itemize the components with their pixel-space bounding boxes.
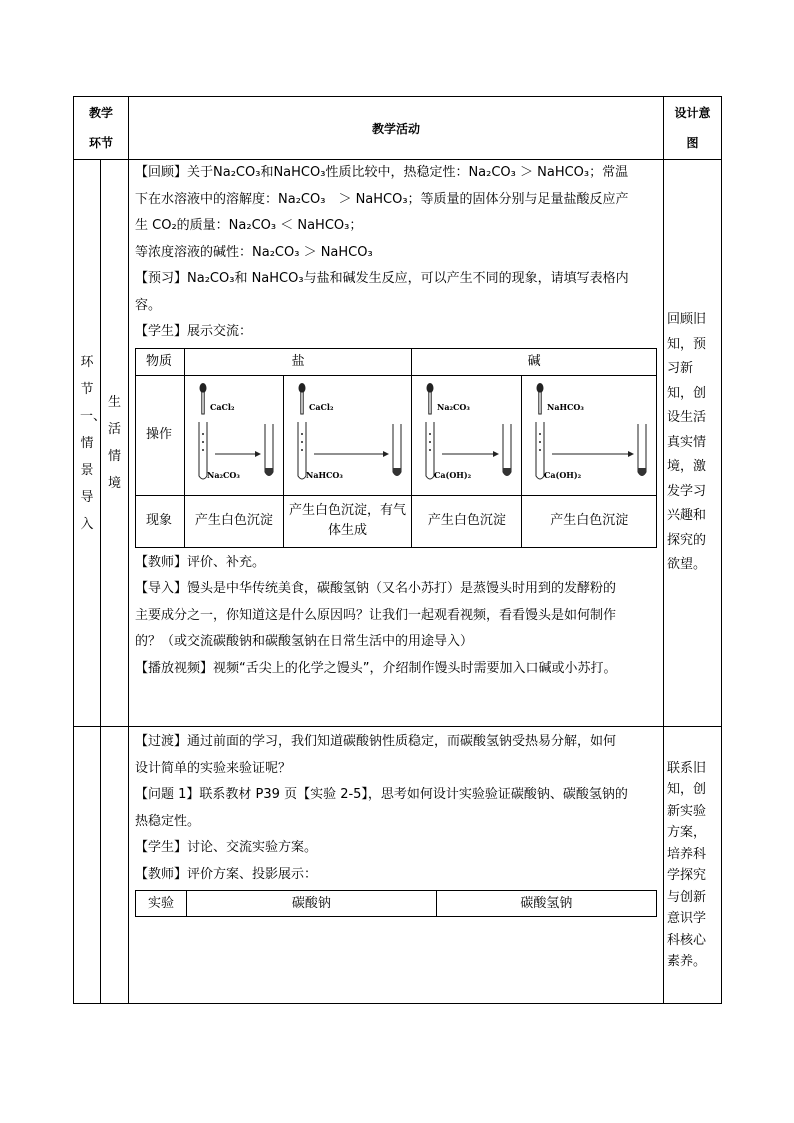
stage-label-empty: [74, 727, 101, 1004]
preview-line: 容。: [135, 297, 162, 313]
col-header-salt: 盐: [184, 348, 411, 375]
activity-content-1: [129, 160, 664, 727]
test-tube-icon: [503, 424, 511, 476]
row-header-phenomenon: 现象: [136, 495, 185, 547]
video-line: 【播放视频】视频“舌尖上的化学之馒头”，介绍制作馒头时需要加入口碱或小苏打。: [135, 660, 617, 676]
lesson-plan-table: [73, 96, 722, 1004]
exp-col-header: 碳酸钠: [186, 891, 436, 917]
student-line: 【学生】讨论、交流实验方案。: [135, 840, 318, 855]
tube-label: NaHCO₃: [305, 470, 343, 480]
test-tube-icon: [393, 424, 401, 476]
exp-col-header: 碳酸氢钠: [436, 891, 656, 917]
op-diagram-4: [522, 375, 657, 495]
question-line: 热稳定性。: [135, 813, 201, 829]
header-design: 设计意图: [664, 97, 722, 160]
header-stage: 教学环节: [74, 97, 129, 160]
dropper-label: NaHCO₃: [547, 402, 585, 412]
student-line: 【学生】展示交流：: [135, 324, 253, 339]
op-diagram-2: [283, 375, 411, 495]
col-header-base: 碱: [412, 348, 657, 375]
sub-stage-label-empty: [101, 727, 129, 1004]
phenomenon-cell: 产生白色沉淀: [412, 495, 522, 547]
dropper-label: CaCl₂: [209, 402, 235, 412]
question-line: 【问题 1】联系教材 P39 页【实验 2-5】，思考如何设计实验验证碳酸钠、碳酸氢钠的: [135, 787, 628, 802]
dropper-tube-icon: [429, 392, 431, 414]
intro-line: 【导入】馒头是中华传统美食，碳酸氢钠（又名小苏打）是蒸馒头时用到的发酵粉的: [135, 581, 617, 596]
dropper-label: CaCl₂: [308, 402, 334, 412]
op-diagram-1: [184, 375, 283, 495]
tube-label: Na₂CO₃: [206, 470, 240, 480]
lab-diagram: [412, 376, 521, 494]
transition-line: 【过渡】通过前面的学习，我们知道碳酸钠性质稳定，而碳酸氢钠受热易分解，如何: [135, 734, 617, 749]
review-line: 生 CO₂的质量：Na₂CO₃ ＜ NaHCO₃；: [135, 218, 363, 233]
transition-line: 设计简单的实验来验证呢？: [135, 760, 292, 776]
design-intent-2: 联系旧知，创新实验方案，培养科学探究与创新意识学科核心素养。: [664, 727, 722, 1004]
header-activity: 教学活动: [129, 97, 664, 160]
dropper-tube-icon: [202, 392, 204, 414]
row-header-operation: 操作: [136, 375, 185, 495]
stage-label: 环节一、情景导入: [74, 160, 101, 727]
test-tube-icon: [638, 424, 646, 476]
lab-diagram: [284, 376, 411, 494]
review-line: 【回顾】关于Na₂CO₃和NaHCO₃性质比较中，热稳定性：Na₂CO₃ ＞ NaHCO₃；常温: [135, 165, 629, 180]
lab-diagram: [522, 376, 656, 494]
teacher-line: 【教师】评价方案、投影展示：: [135, 866, 318, 882]
tube-label: Ca(OH)₂: [544, 470, 582, 480]
exp-col-header: 实验: [136, 891, 187, 917]
op-diagram-3: [412, 375, 522, 495]
dropper-tube-icon: [301, 392, 303, 414]
review-line: 下在水溶液中的溶解度：Na₂CO₃ ＞ NaHCO₃；等质量的固体分别与足量盐酸反应产: [135, 191, 629, 207]
col-header-substance: 物质: [136, 348, 185, 375]
phenomenon-cell: 产生白色沉淀: [522, 495, 657, 547]
experiment-table: [135, 890, 657, 917]
phenomenon-cell: 产生白色沉淀，有气体生成: [283, 495, 411, 547]
activity-content-2: [129, 727, 664, 1004]
dropper-tube-icon: [539, 392, 541, 414]
intro-line: 的？（或交流碳酸钠和碳酸氢钠在日常生活中的用途导入）: [135, 634, 474, 649]
lab-diagram: [185, 376, 283, 494]
dropper-label: Na₂CO₃: [437, 402, 471, 412]
review-line: 等浓度溶液的碱性：Na₂CO₃ ＞ NaHCO₃: [135, 244, 373, 260]
design-intent-1: 回顾旧知，预习新知，创设生活真实情境，激发学习兴趣和探究的欲望。: [664, 160, 722, 727]
intro-line: 主要成分之一，你知道这是什么原因吗？让我们一起观看视频，看看馒头是如何制作: [135, 607, 617, 623]
teacher-line: 【教师】评价、补充。: [135, 554, 266, 570]
phenomenon-cell: 产生白色沉淀: [184, 495, 283, 547]
test-tube-icon: [265, 424, 273, 476]
tube-label: Ca(OH)₂: [434, 470, 472, 480]
preview-line: 【预习】Na₂CO₃和 NaHCO₃与盐和碱发生反应，可以产生不同的现象，请填写表格内: [135, 271, 629, 286]
sub-stage-label: 生活情境: [101, 160, 129, 727]
reaction-table: [135, 348, 657, 548]
